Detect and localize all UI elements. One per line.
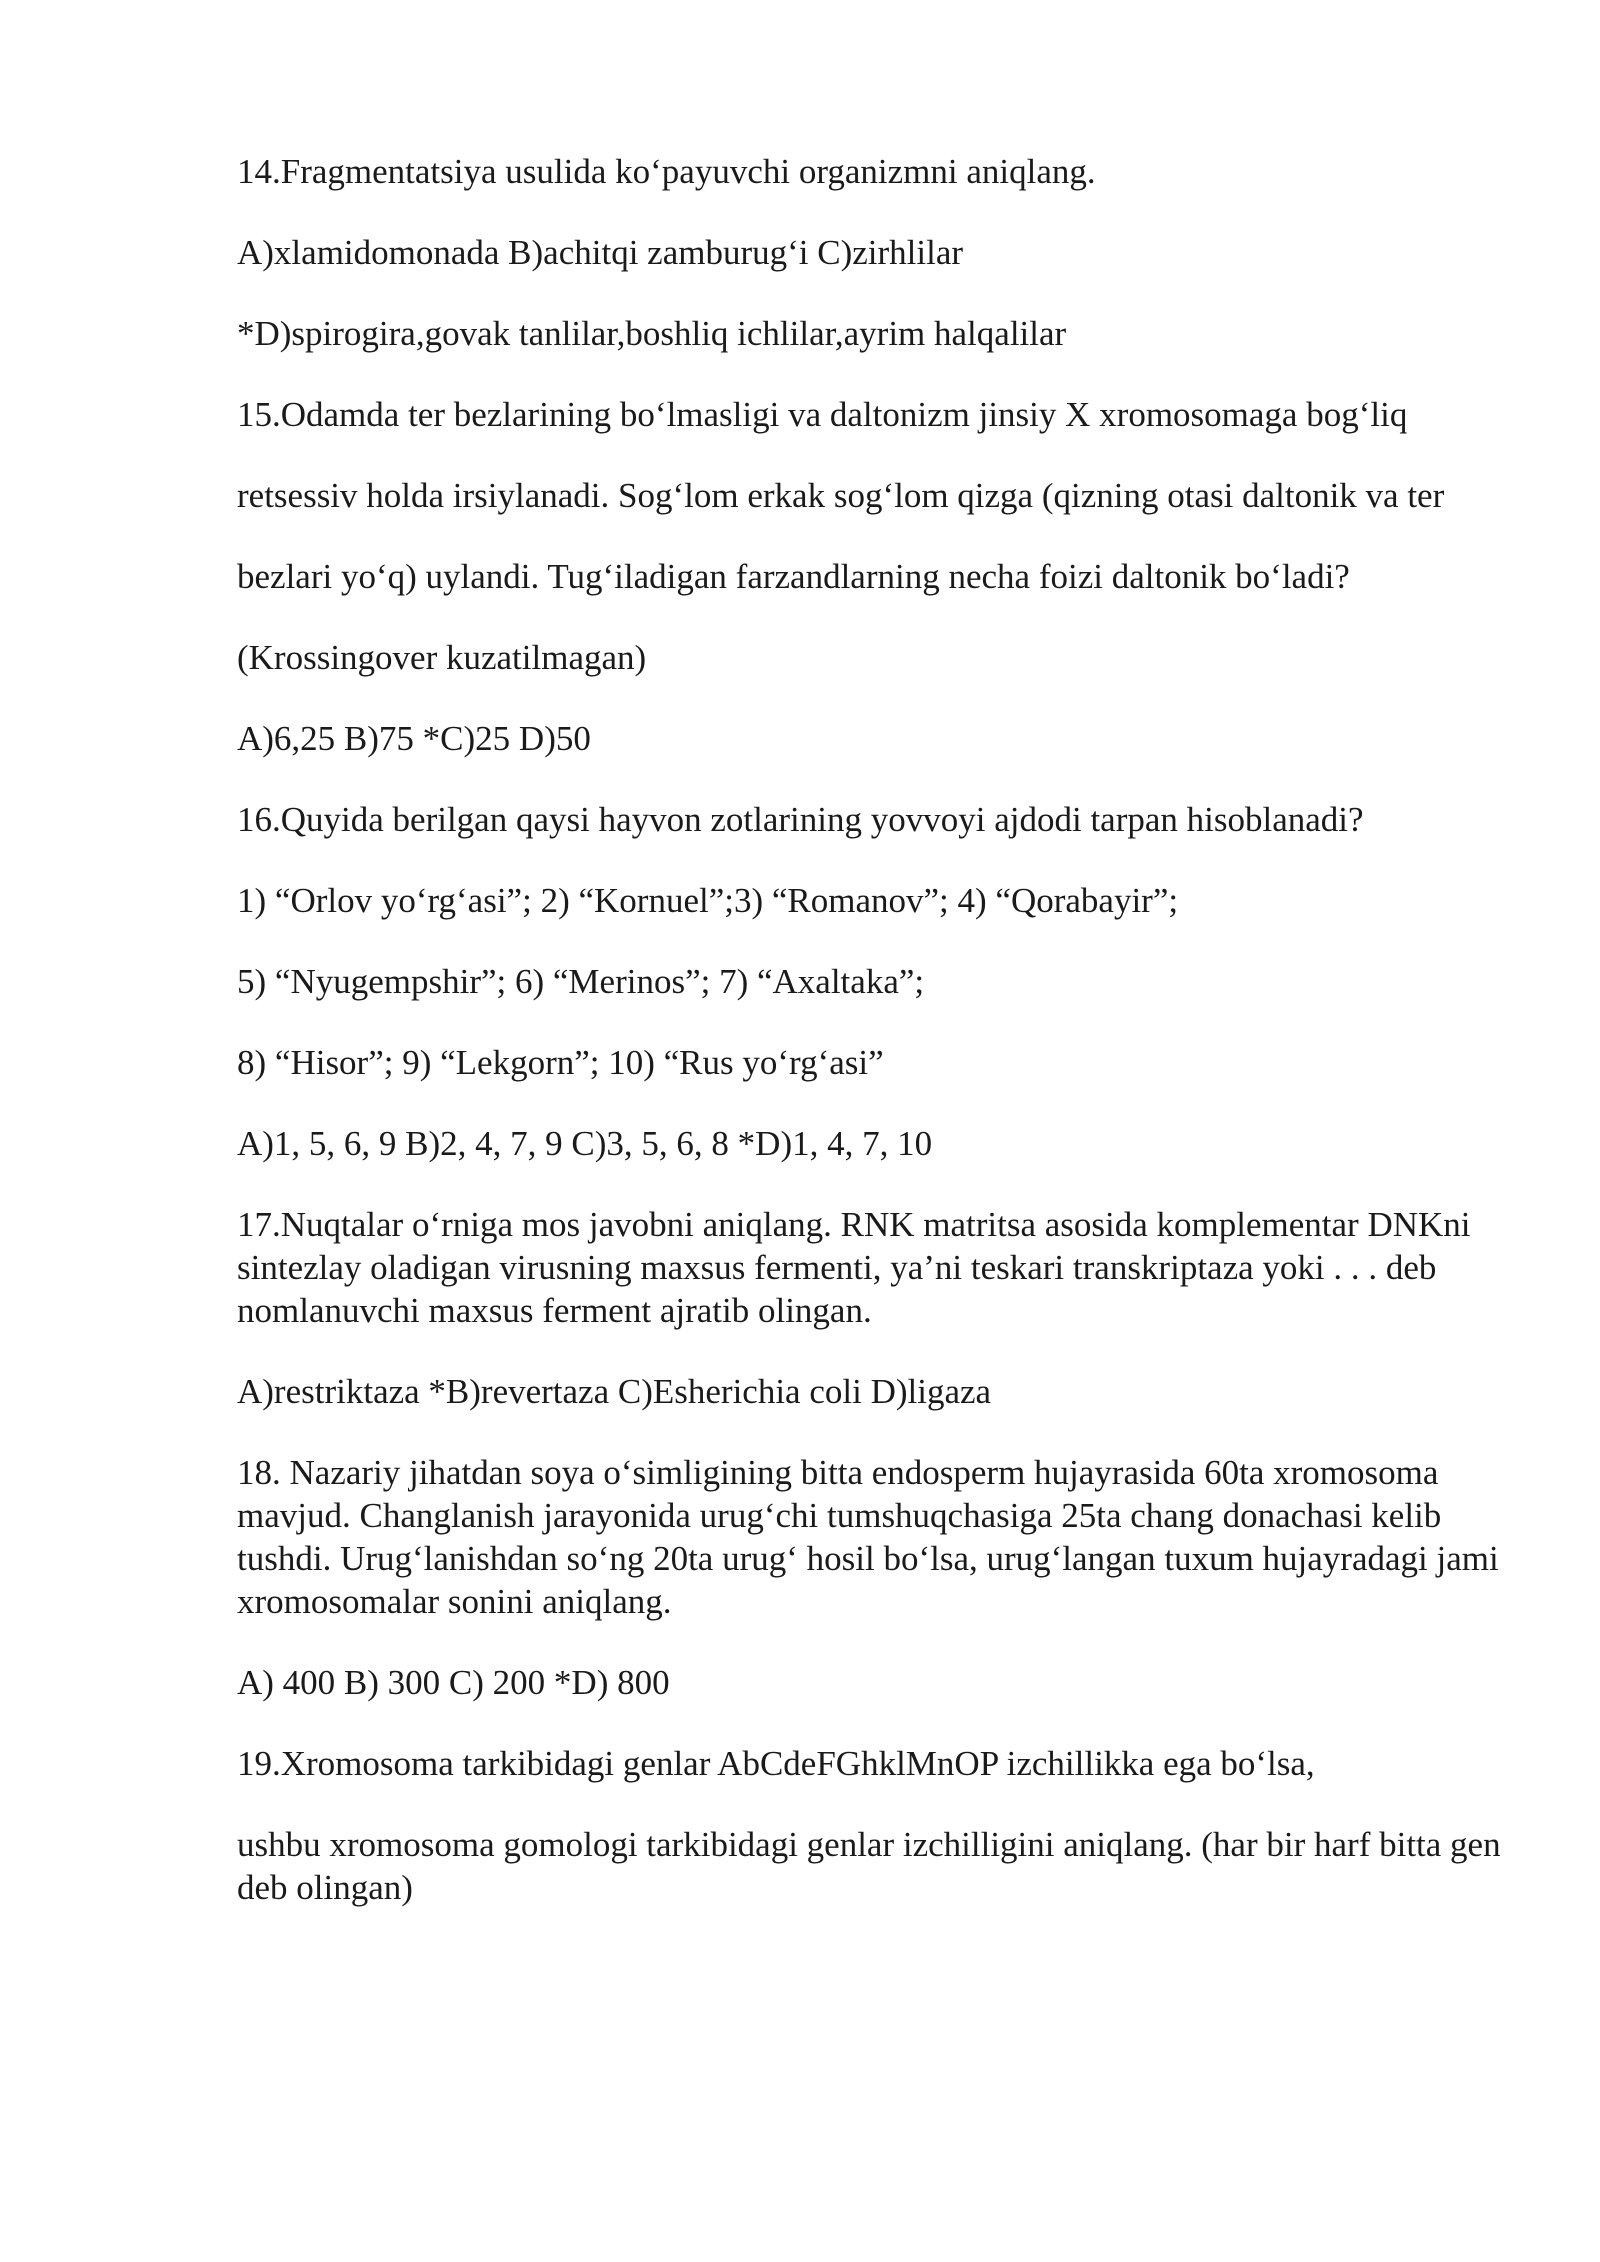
question-16-options: A)1, 5, 6, 9 B)2, 4, 7, 9 C)3, 5, 6, 8 *D)1, 4, 7, 10 [237,1124,933,1163]
question-17-options: A)restriktaza *B)revertaza C)Esherichia coli D)ligaza [237,1372,992,1411]
question-16-list-3: 8) “Hisor”; 9) “Lekgorn”; 10) “Rus yo‘rg‘asi” [237,1043,884,1082]
question-14-options: A)xlamidomonada B)achitqi zamburug‘i C)zirhlilar [237,233,964,272]
question-16-list-1: 1) “Orlov yo‘rg‘asi”; 2) “Kornuel”;3) “Romanov”; 4) “Qorabayir”; [237,881,1179,920]
question-15-note: (Krossingover kuzatilmagan) [237,638,647,677]
question-15-options: A)6,25 B)75 *C)25 D)50 [237,719,591,758]
question-18-stem: 18. Nazariy jihatdan soya o‘simligining bitta endosperm hujayrasida 60ta xromosoma mavjud. Changlanish jarayonida urug‘chi tumshuqchasiga 25ta chang donachasi kelib tushdi. Urug‘lanishdan so‘ng 20ta urug‘ hosil bo‘lsa, urug‘langan tuxum hujayradagi jami xromosomalar sonini aniqlang. [237,1453,1499,1621]
question-15-stem-line-3: bezlari yo‘q) uylandi. Tug‘iladigan farzandlarning necha foizi daltonik bo‘ladi? [237,557,1350,596]
question-16-stem: 16.Quyida berilgan qaysi hayvon zotlarining yovvoyi ajdodi tarpan hisoblanadi? [237,800,1364,839]
question-14-answer: *D)spirogira,govak tanlilar,boshliq ichlilar,ayrim halqalilar [237,314,1067,353]
question-19-stem-line-2: ushbu xromosoma gomologi tarkibidagi genlar izchilligini aniqlang. (har bir harf bitta gen deb olingan) [237,1825,1501,1907]
question-15-stem-line-2: retsessiv holda irsiylanadi. Sog‘lom erkak sog‘lom qizga (qizning otasi daltonik va ter [237,476,1445,515]
document-body [237,150,1507,1947]
question-19-stem-line-1: 19.Xromosoma tarkibidagi genlar AbCdeFGhklMnOP izchillikka ega bo‘lsa, [237,1744,1315,1783]
question-18-options: A) 400 B) 300 C) 200 *D) 800 [237,1663,670,1702]
question-17-stem: 17.Nuqtalar o‘rniga mos javobni aniqlang. RNK matritsa asosida komplementar DNKni sintezlay oladigan virusning maxsus fermenti, ya’ni teskari transkriptaza yoki . . . deb nomlanuvchi maxsus ferment ajratib olingan. [237,1205,1471,1330]
question-15-stem-line-1: 15.Odamda ter bezlarining bo‘lmasligi va daltonizm jinsiy X xromosomaga bog‘liq [237,395,1408,434]
question-16-list-2: 5) “Nyugempshir”; 6) “Merinos”; 7) “Axaltaka”; [237,962,925,1001]
question-14-stem: 14.Fragmentatsiya usulida ko‘payuvchi organizmni aniqlang. [237,152,1096,191]
